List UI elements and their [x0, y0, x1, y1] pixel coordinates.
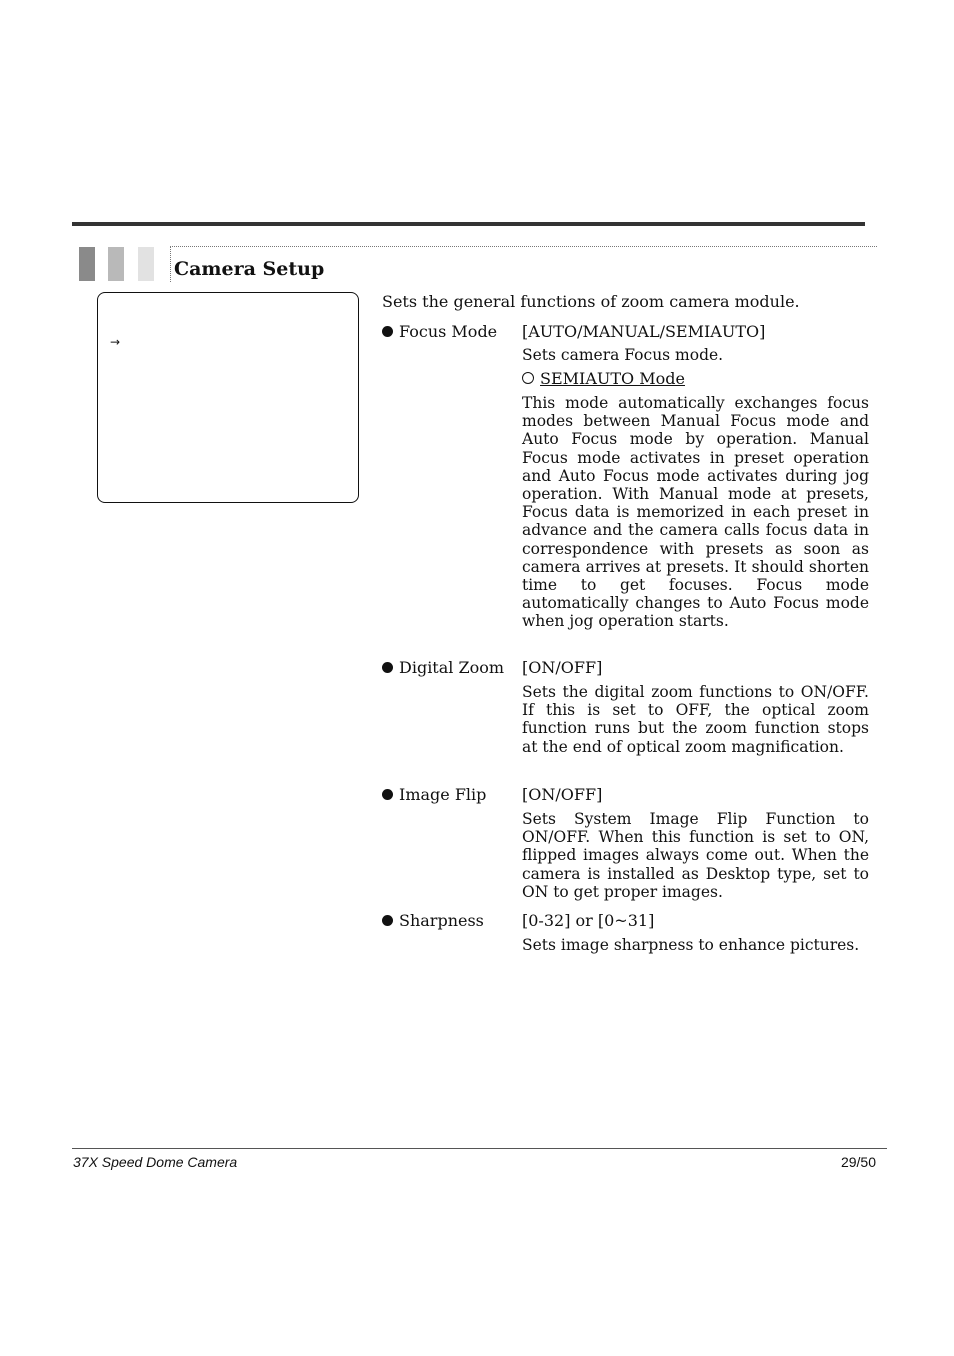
footer-page-number: 29/50 — [840, 1154, 876, 1170]
top-rule — [72, 222, 865, 226]
footer-rule — [72, 1148, 887, 1149]
bullet-icon — [382, 326, 393, 337]
heading-rule — [170, 246, 877, 247]
item-description: Sets the digital zoom functions to ON/OFF. If this is set to OFF, the optical zoom function runs but the zoom function stops at the end of optical zoom magnification. — [522, 683, 869, 756]
heading-bar — [138, 247, 154, 281]
bullet-icon — [382, 915, 393, 926]
item-description: Sets System Image Flip Function to ON/OFF. When this function is set to ON, flipped images always come out. When the camera is installed as Desktop type, set to ON to get proper images. — [522, 810, 869, 901]
item-label: Sharpness — [399, 911, 484, 930]
heading-bar — [79, 247, 95, 281]
item-label: Image Flip — [399, 785, 487, 804]
footer-doc-title: 37X Speed Dome Camera — [73, 1154, 238, 1170]
item-range: [ON/OFF] — [522, 785, 603, 804]
arrow-right-icon: → — [110, 335, 121, 349]
item-image-flip — [382, 785, 486, 804]
item-focus-mode — [382, 322, 497, 341]
item-label: Digital Zoom — [399, 658, 505, 677]
item-description: Sets image sharpness to enhance pictures. — [522, 936, 860, 954]
sub-description: This mode automatically exchanges focus modes between Manual Focus mode and Auto Focus mode by operation. Manual Focus mode activates in preset operation and Auto Focus mode activates during jog operation. With Manual mode at presets, Focus data is memorized in each preset in advance and the camera calls focus data in correspondence with presets as soon as camera arrives at presets. It should shorten time to get focuses. Focus mode automatically changes to Auto Focus mode when jog operation starts. — [522, 394, 869, 631]
menu-screen-box — [97, 292, 359, 503]
item-sharpness — [382, 911, 484, 930]
bullet-icon — [382, 662, 393, 673]
sub-title: SEMIAUTO Mode — [540, 369, 685, 388]
circle-icon — [522, 372, 534, 384]
item-range: [ON/OFF] — [522, 658, 603, 677]
bullet-icon — [382, 789, 393, 800]
heading-bar — [108, 247, 124, 281]
item-range: [0-32] or [0~31] — [522, 911, 655, 930]
item-digital-zoom — [382, 658, 504, 677]
sub-heading — [522, 369, 685, 388]
section-title: Camera Setup — [174, 258, 325, 280]
intro-text: Sets the general functions of zoom camera module. — [382, 292, 800, 311]
item-range: [AUTO/MANUAL/SEMIAUTO] — [522, 322, 766, 341]
item-label: Focus Mode — [399, 322, 498, 341]
heading-tick — [170, 246, 171, 282]
item-description: Sets camera Focus mode. — [522, 346, 724, 364]
